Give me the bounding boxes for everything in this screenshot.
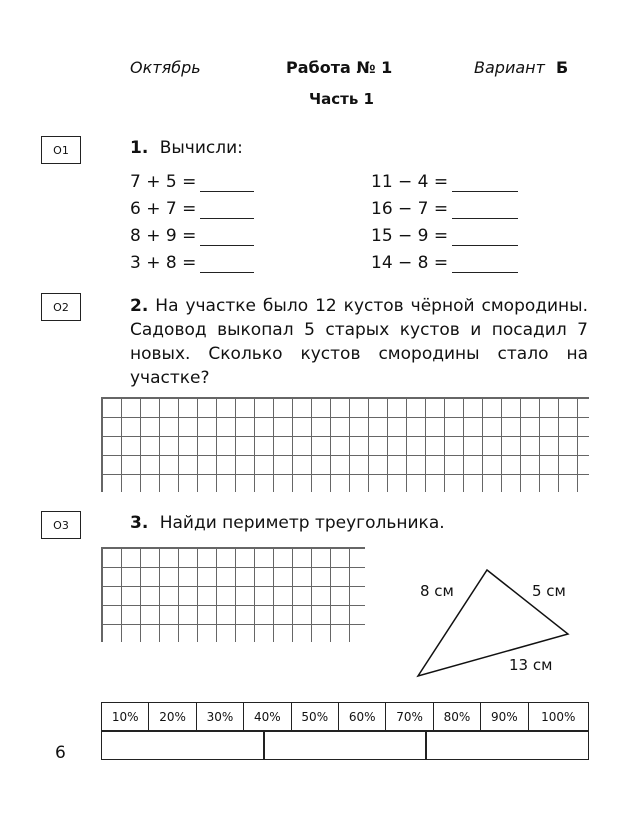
score-cell-3[interactable]	[425, 731, 589, 760]
task-1-text: Вычисли:	[159, 138, 243, 158]
work-title: Работа № 1	[286, 58, 393, 77]
exercise-right-2	[371, 199, 518, 219]
part-label: Часть 1	[309, 90, 374, 108]
percent-cell[interactable]: 60%	[338, 703, 385, 731]
exercise-text: 7 + 5 =	[130, 172, 197, 192]
percent-cell[interactable]: 70%	[386, 703, 433, 731]
score-row	[101, 731, 589, 760]
side-label-left: 8 см	[420, 582, 454, 600]
percent-cell[interactable]: 100%	[528, 703, 588, 731]
task-1-heading	[130, 138, 243, 158]
score-cell-1[interactable]	[101, 731, 265, 760]
task-code-1: О1	[41, 136, 81, 164]
task-3-heading	[130, 513, 445, 533]
answer-blank[interactable]	[452, 229, 518, 246]
exercise-right-3	[371, 226, 518, 246]
answer-blank[interactable]	[452, 202, 518, 219]
percent-cell[interactable]: 40%	[244, 703, 291, 731]
month-label: Октябрь	[130, 58, 201, 77]
answer-blank[interactable]	[200, 202, 254, 219]
triangle-figure	[400, 560, 600, 690]
exercise-text: 15 − 9 =	[371, 226, 449, 246]
exercise-left-4	[130, 253, 254, 273]
percent-cell[interactable]: 90%	[481, 703, 528, 731]
exercise-right-4	[371, 253, 518, 273]
percent-scale	[101, 702, 589, 731]
exercise-left-1	[130, 172, 254, 192]
answer-blank[interactable]	[200, 256, 254, 273]
side-label-bottom: 13 см	[509, 656, 553, 674]
exercise-left-3	[130, 226, 254, 246]
exercise-text: 6 + 7 =	[130, 199, 197, 219]
task-3-number: 3.	[130, 513, 149, 533]
task-2-text: На участке было 12 кустов чёрной смородины. Садовод выкопал 5 старых кустов и посадил 7 новых. Сколько кустов смородины стало на участке?	[130, 296, 588, 388]
answer-grid-task-2[interactable]	[101, 397, 589, 492]
percent-cell[interactable]: 30%	[196, 703, 243, 731]
task-code-2: О2	[41, 293, 81, 321]
exercise-right-1	[371, 172, 518, 192]
answer-blank[interactable]	[452, 256, 518, 273]
percent-cell[interactable]: 20%	[149, 703, 196, 731]
answer-grid-task-3[interactable]	[101, 547, 365, 642]
variant	[474, 58, 568, 77]
exercise-text: 14 − 8 =	[371, 253, 449, 273]
percent-cell[interactable]: 50%	[291, 703, 338, 731]
variant-label: Вариант	[474, 58, 545, 77]
variant-value: Б	[556, 58, 569, 77]
exercise-text: 16 − 7 =	[371, 199, 449, 219]
percent-cell[interactable]: 80%	[433, 703, 480, 731]
answer-blank[interactable]	[452, 175, 518, 192]
exercise-text: 8 + 9 =	[130, 226, 197, 246]
answer-blank[interactable]	[200, 175, 254, 192]
task-1-number: 1.	[130, 138, 149, 158]
page-number: 6	[55, 743, 66, 763]
exercise-text: 3 + 8 =	[130, 253, 197, 273]
answer-blank[interactable]	[200, 229, 254, 246]
exercise-left-2	[130, 199, 254, 219]
task-3-text: Найди периметр треугольника.	[159, 513, 445, 533]
task-code-3: О3	[41, 511, 81, 539]
score-cell-2[interactable]	[263, 731, 427, 760]
task-2-number: 2.	[130, 296, 149, 316]
percent-cell[interactable]: 10%	[102, 703, 149, 731]
side-label-right: 5 см	[532, 582, 566, 600]
exercise-text: 11 − 4 =	[371, 172, 449, 192]
task-2-paragraph	[130, 294, 588, 390]
